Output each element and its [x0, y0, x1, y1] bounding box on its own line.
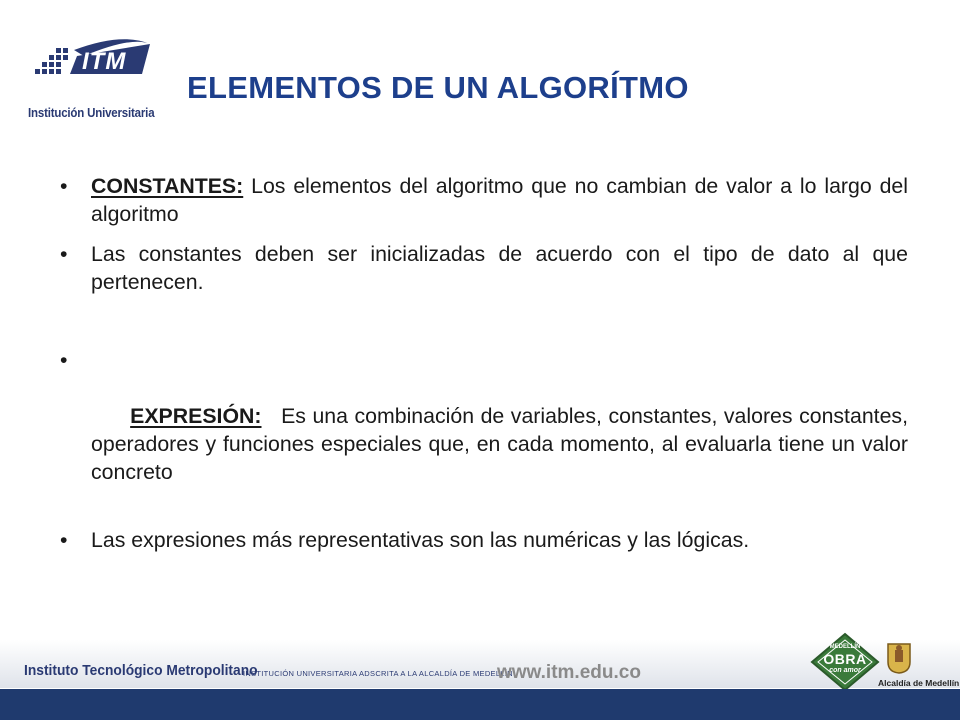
bullet-item [60, 346, 914, 514]
bullet-text: Las constantes deben ser inicializadas de acuerdo con el tipo de dato al que pertenecen. [91, 242, 908, 294]
footer-institution: Instituto Tecnológico Metropolitano [24, 662, 258, 679]
bullet-text: Las expresiones más representativas son las numéricas y las lógicas. [91, 528, 750, 552]
bullet-list [60, 172, 914, 554]
bullet-item [60, 526, 908, 554]
bullet-icon: • [60, 174, 68, 198]
medellin-obra-badge [810, 632, 880, 692]
bullet-icon: • [60, 242, 68, 266]
bullet-item [60, 172, 908, 228]
website-link[interactable]: www.itm.edu.co [497, 662, 641, 683]
bullet-item [60, 240, 908, 296]
bullet-text: Los elementos del algoritmo que no cambian de valor a lo largo del algoritmo [91, 174, 908, 226]
alcaldia-label: Alcaldía de Medellín [878, 678, 960, 688]
footer-affiliation: INSTITUCIÓN UNIVERSITARIA ADSCRITA A LA ALCALDÍA DE MEDELLÍN [243, 669, 513, 678]
itm-logo [22, 30, 182, 120]
badge-line1: MEDELLÍN [829, 644, 861, 650]
logo-subtitle: Institución Universitaria [28, 106, 155, 120]
bullet-icon: • [60, 528, 68, 552]
badge-line2: OBRA [823, 651, 867, 667]
page-title: ELEMENTOS DE UN ALGORÍTMO [187, 70, 689, 105]
bullet-icon: • [60, 348, 68, 372]
term-label: CONSTANTES: [91, 174, 244, 198]
term-label: EXPRESIÓN: [130, 404, 262, 428]
badge-line3: con amor [829, 667, 861, 674]
itm-logo-mark: ITM [82, 48, 127, 75]
bullet-text: Es una combinación de variables, constantes, valores constantes, operadores y funciones especiales que, en cada momento, al evaluarla tiene un valor concreto [91, 404, 914, 484]
bottom-bar [0, 689, 960, 720]
alcaldia-seal-icon [886, 642, 912, 674]
